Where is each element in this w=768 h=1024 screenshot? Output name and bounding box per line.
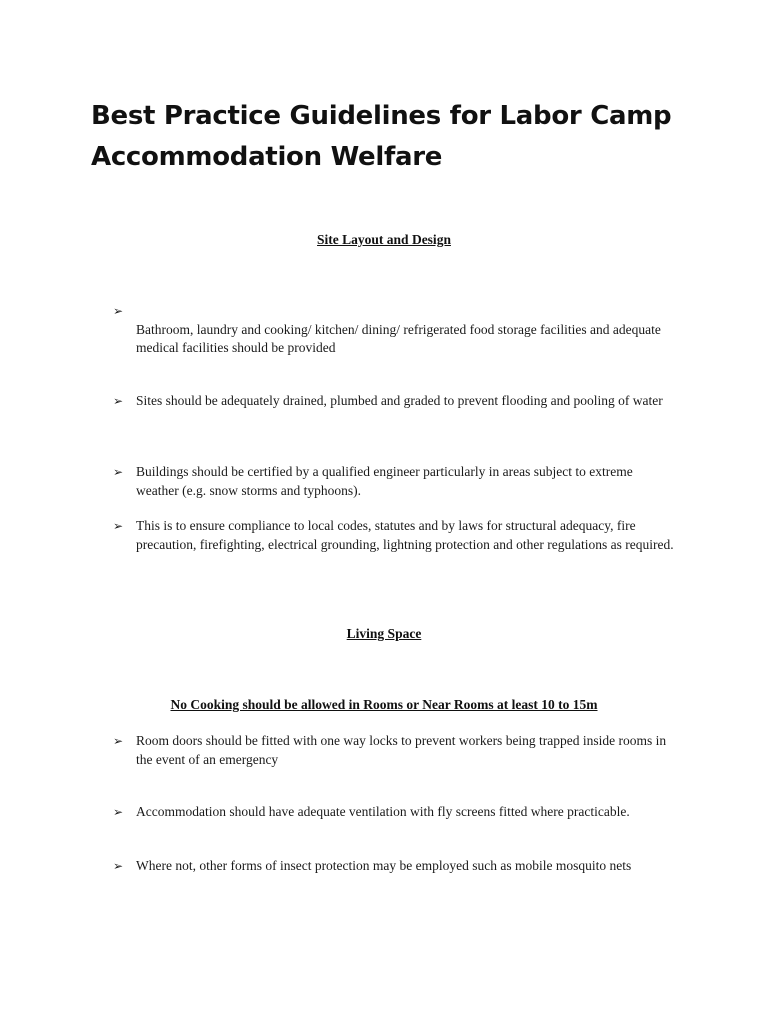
arrow-bullet-icon: ➢ [113, 394, 124, 408]
arrow-bullet-icon: ➢ [113, 465, 124, 479]
arrow-bullet-icon: ➢ [113, 734, 124, 748]
section-heading-site-layout: Site Layout and Design [317, 232, 451, 247]
section-subheading-no-cooking: No Cooking should be allowed in Rooms or Near Rooms at least 10 to 15m [170, 697, 598, 712]
arrow-bullet-icon: ➢ [113, 805, 124, 819]
list-item-text: Buildings should be certified by a qualified engineer particularly in areas subject to extreme weather (e.g. snow storms and typhoons). [136, 464, 633, 498]
list-item-text: Sites should be adequately drained, plumbed and graded to prevent flooding and pooling of water [136, 393, 663, 408]
list-item-text: This is to ensure compliance to local codes, statutes and by laws for structural adequacy, fire precaution, firefighting, electrical grounding, lightning protection and other regulations as required. [136, 518, 674, 552]
arrow-bullet-icon: ➢ [113, 859, 124, 873]
arrow-bullet-icon: ➢ [113, 519, 124, 533]
section-heading-living-space: Living Space [346, 626, 422, 641]
list-item-text: Bathroom, laundry and cooking/ kitchen/ dining/ refrigerated food storage facilities and adequate medical facilities should be provided [136, 321, 661, 355]
arrow-bullet-icon: ➢ [113, 304, 124, 318]
list-item-text: Where not, other forms of insect protection may be employed such as mobile mosquito nets [136, 858, 632, 873]
list-item-text: Room doors should be fitted with one way locks to prevent workers being trapped inside rooms in the event of an emergency [136, 733, 667, 767]
list-item-text: Accommodation should have adequate ventilation with fly screens fitted where practicable. [136, 804, 630, 819]
document-title: Best Practice Guidelines for Labor Camp Accommodation Welfare [91, 101, 672, 172]
